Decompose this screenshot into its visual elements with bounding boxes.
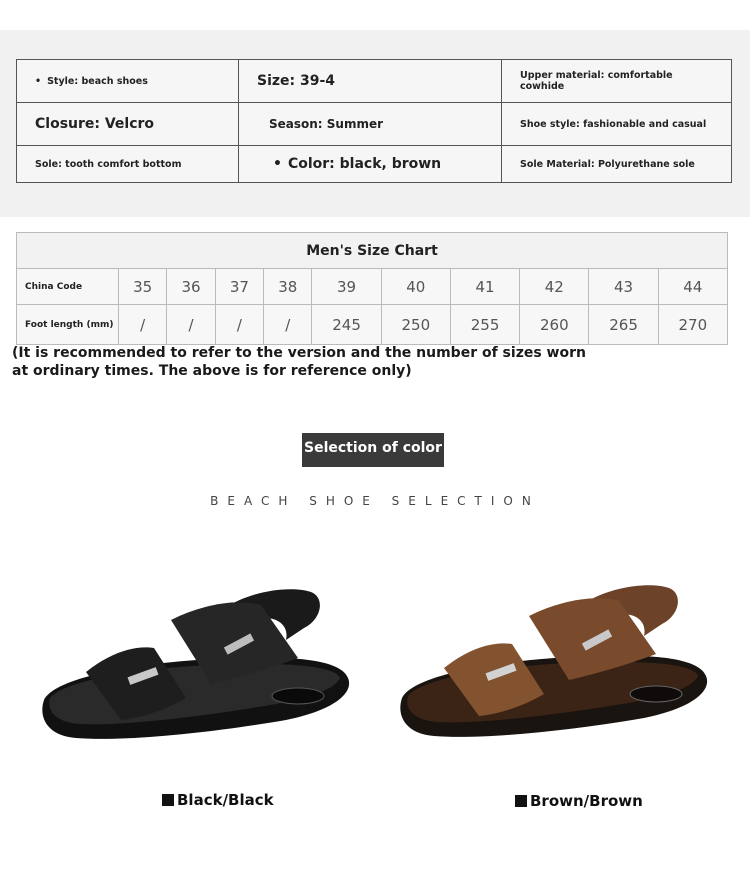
china-code-cell: 38 <box>264 269 312 305</box>
size-note: (It is recommended to refer to the version and the number of sizes worn at ordinary times. The above is for reference only) <box>12 345 586 379</box>
variant-brown-label: Brown/Brown <box>530 792 643 810</box>
china-code-cell: 40 <box>381 269 450 305</box>
variant-black-label: Black/Black <box>177 791 274 809</box>
foot-length-cell: 265 <box>589 305 658 345</box>
china-code-cell: 44 <box>658 269 727 305</box>
spec-color: • Color: black, brown <box>239 146 502 183</box>
foot-length-cell: 250 <box>381 305 450 345</box>
spec-sole: Sole: tooth comfort bottom <box>17 146 239 183</box>
foot-length-cell: / <box>264 305 312 345</box>
beach-shoe-selection-subtitle: BEACH SHOE SELECTION <box>210 494 540 508</box>
foot-length-cell: 270 <box>658 305 727 345</box>
brown-sandal-image <box>394 578 714 753</box>
foot-length-cell: 255 <box>450 305 519 345</box>
foot-length-cell: / <box>167 305 215 345</box>
spec-style-text: Style: beach shoes <box>47 75 148 87</box>
brown-swatch-square <box>515 795 527 807</box>
spec-table <box>16 59 732 183</box>
spec-size: Size: 39-4 <box>239 60 502 103</box>
spec-sole-material: Sole Material: Polyurethane sole <box>502 146 732 183</box>
china-code-cell: 35 <box>119 269 167 305</box>
foot-length-cell: / <box>119 305 167 345</box>
spec-closure: Closure: Velcro <box>17 103 239 146</box>
variant-brown <box>515 792 643 810</box>
size-chart-title: Men's Size Chart <box>17 233 728 269</box>
china-code-cell: 39 <box>312 269 381 305</box>
spec-color-text: Color: black, brown <box>287 156 442 172</box>
china-code-cell: 42 <box>520 269 589 305</box>
foot-length-cell: / <box>215 305 263 345</box>
black-sandal-image <box>36 580 356 755</box>
black-swatch-square <box>162 794 174 806</box>
spec-season: Season: Summer <box>239 103 502 146</box>
foot-length-cell: 260 <box>520 305 589 345</box>
china-code-cell: 41 <box>450 269 519 305</box>
variant-black <box>162 791 274 809</box>
spec-shoe-style: Shoe style: fashionable and casual <box>502 103 732 146</box>
spec-style: • Style: beach shoes <box>17 60 239 103</box>
size-chart <box>16 232 728 345</box>
selection-of-color-banner: Selection of color <box>302 433 444 467</box>
foot-length-label: Foot length (mm) <box>17 305 119 345</box>
spec-upper-material: Upper material: comfortable cowhide <box>502 60 732 103</box>
china-code-cell: 36 <box>167 269 215 305</box>
foot-length-cell: 245 <box>312 305 381 345</box>
china-code-cell: 43 <box>589 269 658 305</box>
china-code-cell: 37 <box>215 269 263 305</box>
china-code-label: China Code <box>17 269 119 305</box>
